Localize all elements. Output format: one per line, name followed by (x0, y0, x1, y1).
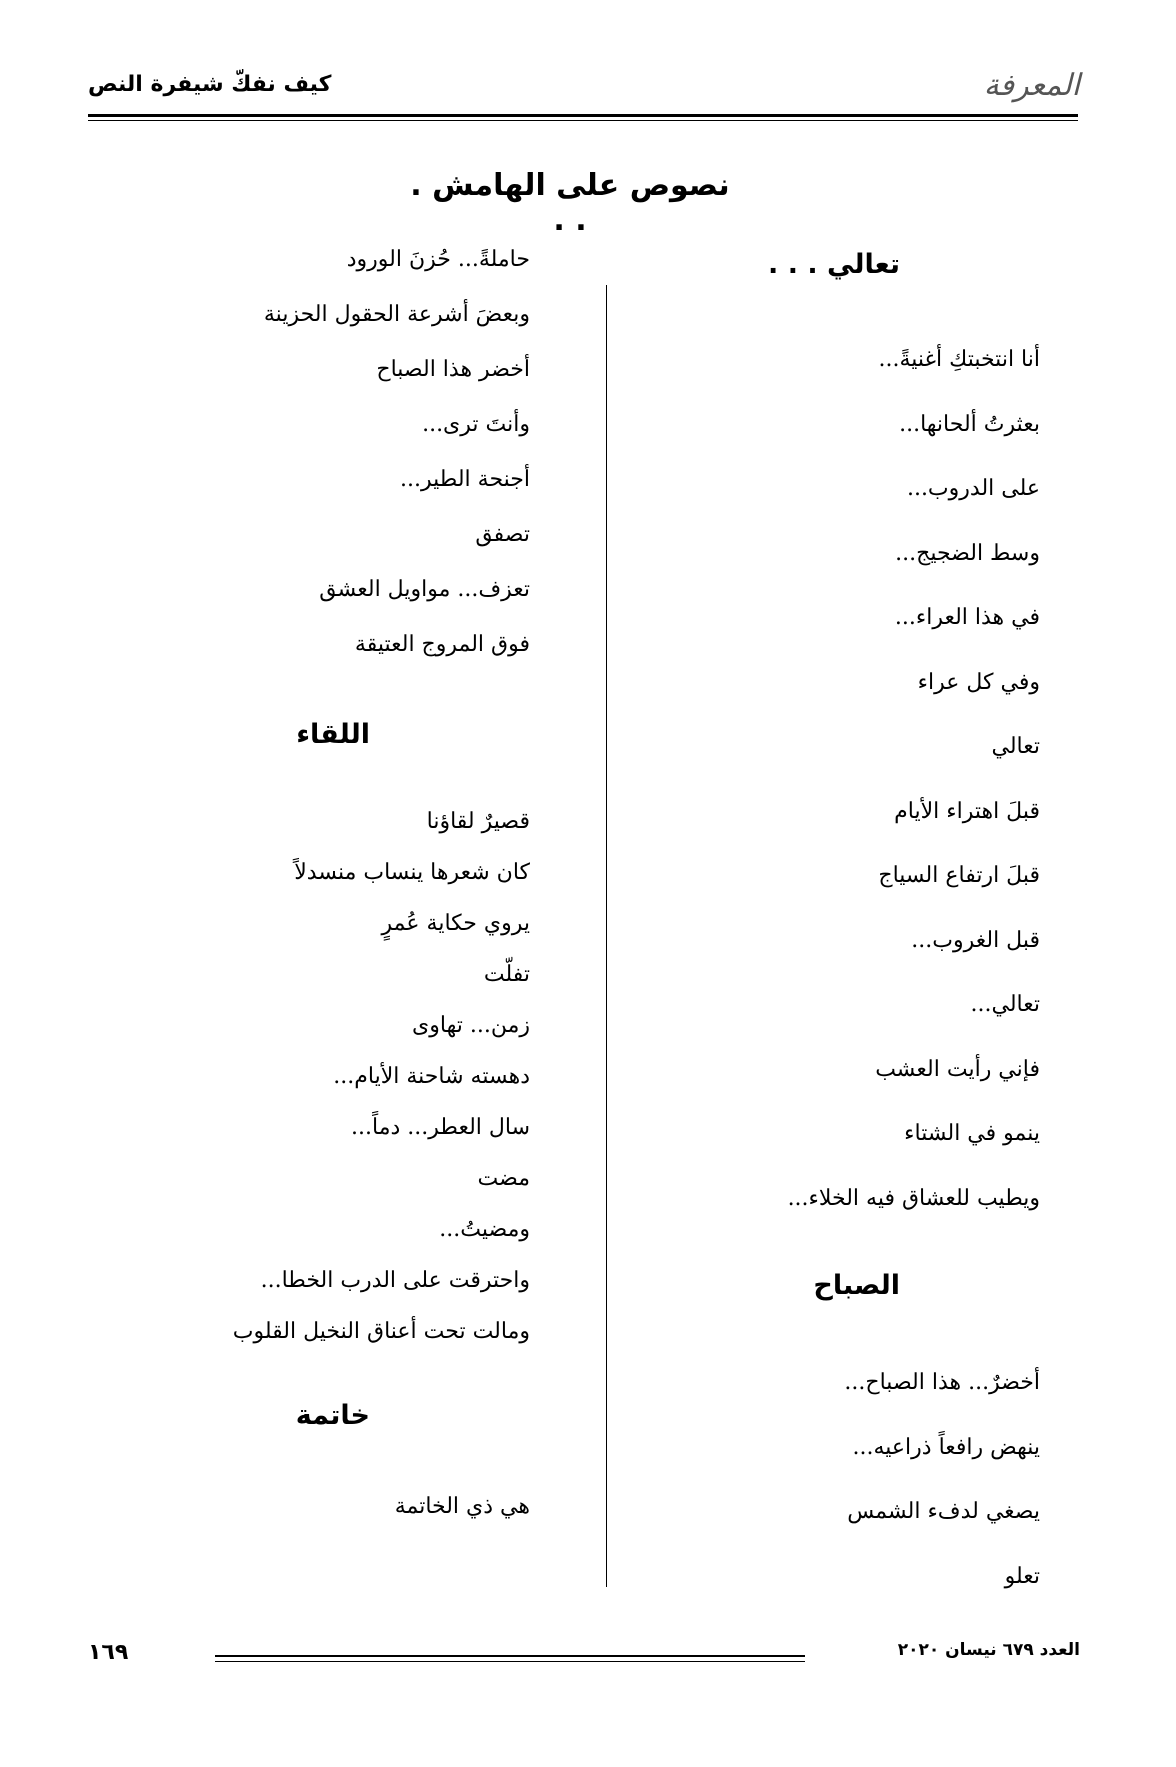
poem-line: قبل الغروب... (911, 927, 1040, 953)
poem-line: أخضر هذا الصباح (376, 357, 530, 382)
poem-line: بعثرتُ ألحانها... (899, 411, 1040, 437)
poem-line: واحترقت على الدرب الخطا... (260, 1268, 530, 1293)
poem-line: أنا انتخبتكِ أغنيةً... (878, 347, 1040, 372)
poem-line: ومضيتُ... (439, 1217, 530, 1242)
poem-line: ومالت تحت أعناق النخيل القلوب (232, 1319, 530, 1344)
poem-line: أجنحة الطير... (400, 467, 530, 492)
poem-line: تعالي... (970, 992, 1040, 1017)
poem-line: ينهض رافعاً ذراعيه... (852, 1434, 1040, 1460)
poem-line: فوق المروج العتيقة (354, 632, 530, 657)
heading-spacer (650, 290, 1040, 328)
poem-line: في هذا العراء... (894, 605, 1040, 630)
poem-line: تعزف... مواويل العشق (319, 577, 530, 602)
poem-line: وأنتَ ترى... (422, 412, 530, 437)
poem-line: ينمو في الشتاء (904, 1121, 1040, 1146)
right-column (650, 240, 1040, 1609)
poem-line: أخضرٌ... هذا الصباح... (844, 1370, 1040, 1395)
poem-line: تصفق (475, 522, 530, 547)
poem-line: مضت (477, 1166, 530, 1191)
poem-line: على الدروب... (906, 476, 1040, 501)
poem-line: سال العطر... دماً... (351, 1115, 530, 1140)
poem-line: قصيرٌ لقاؤنا (426, 809, 530, 834)
stanza-spacer (150, 1357, 530, 1391)
poem-line: يروي حكاية عُمرٍ (381, 911, 530, 936)
poem-heading-liqaa: اللقاء (296, 719, 370, 750)
poem-line: دهسته شاحنة الأيام... (333, 1064, 530, 1089)
heading-spacer (150, 1441, 530, 1479)
running-title: كيف نفكّ شيفرة النص (88, 72, 332, 97)
poem-line: كان شعرها ينساب منسدلاً (294, 860, 530, 885)
heading-spacer (650, 1311, 1040, 1351)
poem-line: وسط الضجيج... (895, 540, 1040, 566)
poem-line: هي ذي الخاتمة (394, 1494, 530, 1519)
magazine-logo: المعرفة (983, 68, 1080, 103)
poem-heading-sabah: الصباح (813, 1270, 900, 1301)
issue-info: العدد ٦٧٩ نيسان ٢٠٢٠ (897, 1640, 1080, 1660)
poem-line: تفلّت (483, 962, 530, 987)
poem-line: قبلَ اهتراء الأيام (894, 798, 1040, 824)
page-number: ١٦٩ (88, 1640, 129, 1665)
footer-rule-thin (215, 1661, 805, 1662)
poem-line: يصغي لدفء الشمس (847, 1499, 1040, 1524)
left-column (150, 232, 530, 1534)
poem-line: تعالي (991, 734, 1040, 759)
stanza-spacer (150, 672, 530, 710)
header-rule-thin (88, 120, 1078, 121)
section-title: نصوص على الهامش . . . (410, 168, 730, 238)
poem-line: تعلو (1004, 1563, 1040, 1589)
poem-line: حاملةً... حُزنَ الورود (346, 247, 530, 272)
column-divider (606, 285, 607, 1587)
poem-line: زمن... تهاوى (412, 1013, 530, 1038)
poem-heading-taali: تعالي . . . (768, 249, 900, 280)
poem-line: فإني رأيت العشب (875, 1056, 1040, 1082)
poem-line: وفي كل عراء (917, 669, 1040, 695)
poem-line: ويطيب للعشاق فيه الخلاء... (787, 1185, 1040, 1211)
header-rule (88, 114, 1078, 117)
stanza-spacer (650, 1231, 1040, 1261)
footer-rule (215, 1655, 805, 1657)
poem-line: وبعضَ أشرعة الحقول الحزينة (263, 302, 530, 327)
heading-spacer (150, 760, 530, 796)
poem-heading-khatima: خاتمة (295, 1400, 370, 1431)
poem-line: قبلَ ارتفاع السياج (878, 863, 1040, 888)
